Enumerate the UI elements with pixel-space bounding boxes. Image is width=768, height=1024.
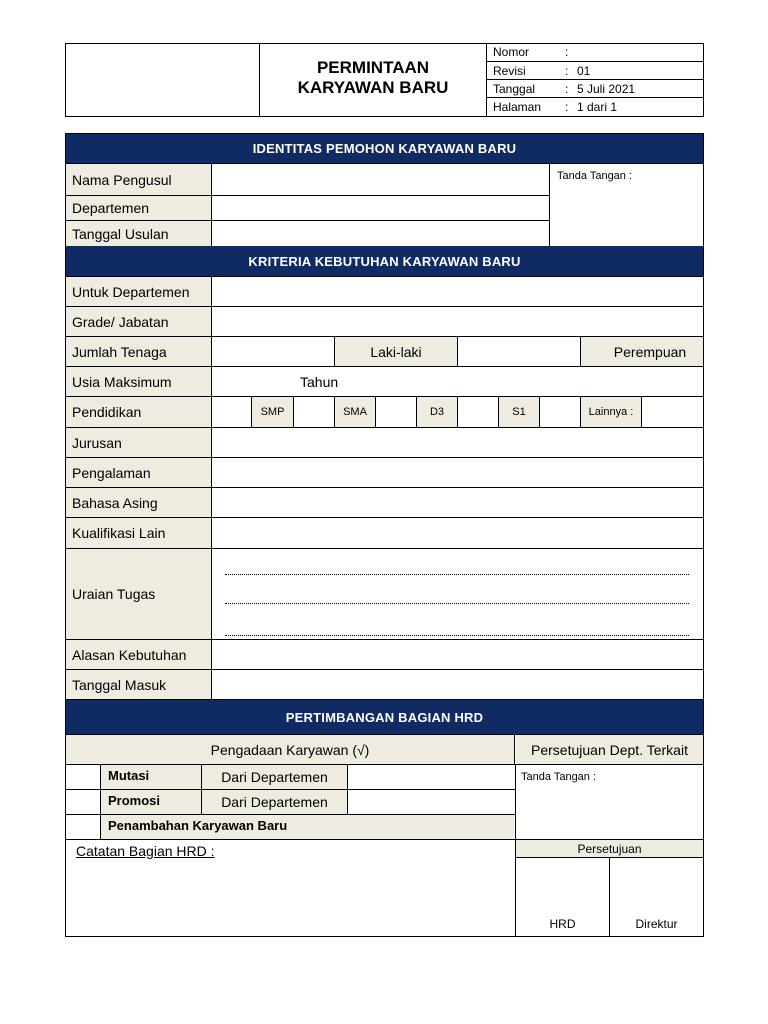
label-tanda-tangan-dept: Tanda Tangan : — [521, 771, 597, 783]
input-tanggal-masuk[interactable] — [213, 670, 703, 699]
label-persetujuan-dept: Persetujuan Dept. Terkait — [516, 735, 703, 764]
checkbox-lainnya[interactable] — [540, 397, 580, 427]
label-promosi-cell — [101, 790, 202, 814]
meta-row-halaman — [487, 98, 703, 116]
label-jurusan: Jurusan — [72, 434, 122, 451]
meta-sep: : — [565, 82, 569, 96]
label-perempuan: Perempuan — [580, 337, 703, 366]
label-catatan-hrd: Catatan Bagian HRD : — [76, 843, 215, 859]
input-promosi-departemen[interactable] — [348, 790, 514, 814]
checkbox-smp[interactable] — [213, 397, 251, 427]
label-pengalaman: Pengalaman — [72, 464, 151, 481]
input-pengalaman[interactable] — [213, 458, 703, 487]
signature-area-hrd[interactable] — [516, 859, 609, 911]
label-nama-pengusul: Nama Pengusul — [72, 171, 172, 188]
signature-area-direktur[interactable] — [610, 859, 703, 911]
meta-value: 5 Juli 2021 — [577, 82, 636, 96]
meta-value: 01 — [577, 64, 591, 78]
dotted-line-1 — [225, 574, 689, 575]
form-title — [260, 58, 486, 98]
input-lainnya[interactable] — [642, 397, 703, 427]
section-identitas-header: IDENTITAS PEMOHON KARYAWAN BARU — [66, 134, 703, 163]
input-grade-jabatan[interactable] — [213, 307, 703, 336]
label-laki-laki: Laki-laki — [334, 337, 458, 366]
label-mutasi-cell — [101, 765, 202, 789]
meta-row-revisi — [487, 62, 703, 80]
form-title-line1: PERMINTAAN — [316, 58, 430, 77]
signature-area-dept[interactable] — [516, 786, 703, 838]
signature-area-applicant[interactable] — [550, 185, 703, 245]
dotted-line-3 — [225, 635, 689, 636]
label-jumlah-tenaga: Jumlah Tenaga — [72, 343, 167, 360]
label-lainnya: Lainnya : — [580, 397, 642, 427]
input-mutasi-departemen[interactable] — [348, 765, 514, 789]
label-untuk-departemen: Untuk Departemen — [72, 283, 190, 300]
label-dari-departemen-promosi: Dari Departemen — [202, 790, 348, 814]
section-kriteria-header: KRITERIA KEBUTUHAN KARYAWAN BARU — [66, 246, 703, 276]
input-uraian-tugas[interactable] — [213, 549, 703, 639]
dotted-line-2 — [225, 603, 689, 604]
label-d3: D3 — [416, 397, 458, 427]
label-smp: SMP — [251, 397, 294, 427]
meta-sep: : — [565, 45, 569, 59]
input-departemen[interactable] — [213, 196, 549, 220]
form-title-line2: KARYAWAN BARU — [297, 78, 449, 97]
label-mutasi: Mutasi — [108, 768, 150, 783]
input-usia-maksimum[interactable] — [213, 367, 293, 396]
header-meta-table — [487, 43, 703, 117]
meta-label: Revisi — [493, 64, 526, 78]
checkbox-d3[interactable] — [376, 397, 416, 427]
label-sma: SMA — [334, 397, 376, 427]
meta-sep: : — [565, 100, 569, 114]
meta-label: Halaman — [493, 100, 542, 114]
label-penambahan: Penambahan Karyawan Baru — [108, 818, 288, 833]
checkbox-penambahan[interactable] — [66, 815, 101, 839]
input-jumlah-perempuan[interactable] — [459, 337, 580, 366]
signature-label: Tanda Tangan : — [557, 170, 633, 182]
label-dari-departemen-mutasi: Dari Departemen — [202, 765, 348, 789]
meta-label: Tanggal — [493, 82, 536, 96]
label-s1: S1 — [498, 397, 540, 427]
label-departemen: Departemen — [72, 200, 150, 216]
label-penambahan-cell — [101, 815, 514, 839]
meta-label: Nomor — [493, 45, 530, 59]
meta-row-nomor — [487, 43, 703, 62]
meta-sep: : — [565, 64, 569, 78]
input-untuk-departemen[interactable] — [213, 277, 703, 306]
section-pertimbangan-header: PERTIMBANGAN BAGIAN HRD — [66, 700, 703, 734]
label-direktur: Direktur — [635, 917, 678, 931]
label-kualifikasi-lain: Kualifikasi Lain — [72, 525, 166, 541]
input-alasan-kebutuhan[interactable] — [213, 640, 703, 669]
label-tanggal-usulan: Tanggal Usulan — [72, 225, 169, 242]
input-jumlah-laki[interactable] — [213, 337, 334, 366]
input-nama-pengusul[interactable] — [213, 164, 549, 195]
label-tahun: Tahun — [300, 374, 339, 390]
label-hrd: HRD — [549, 917, 576, 931]
checkbox-sma[interactable] — [294, 397, 334, 427]
checkbox-promosi[interactable] — [66, 790, 101, 814]
label-tanggal-masuk: Tanggal Masuk — [72, 676, 167, 693]
checkbox-mutasi[interactable] — [66, 765, 101, 789]
label-pengadaan-karyawan: Pengadaan Karyawan (√) — [66, 735, 515, 764]
input-jurusan[interactable] — [213, 428, 703, 457]
meta-row-tanggal — [487, 80, 703, 98]
input-catatan-hrd[interactable] — [66, 860, 515, 936]
input-bahasa-asing[interactable] — [213, 488, 703, 517]
input-tanggal-usulan[interactable] — [213, 221, 549, 246]
label-promosi: Promosi — [108, 793, 161, 808]
checkbox-s1[interactable] — [458, 397, 498, 427]
label-grade-jabatan: Grade/ Jabatan — [72, 313, 169, 330]
label-pendidikan: Pendidikan — [72, 404, 142, 420]
label-bahasa-asing: Bahasa Asing — [72, 494, 158, 511]
label-uraian-tugas: Uraian Tugas — [72, 586, 156, 602]
label-usia-maksimum: Usia Maksimum — [72, 373, 172, 390]
input-kualifikasi-lain[interactable] — [213, 518, 703, 548]
label-persetujuan: Persetujuan — [516, 840, 703, 858]
meta-value: 1 dari 1 — [577, 100, 618, 114]
label-alasan-kebutuhan: Alasan Kebutuhan — [72, 646, 187, 663]
